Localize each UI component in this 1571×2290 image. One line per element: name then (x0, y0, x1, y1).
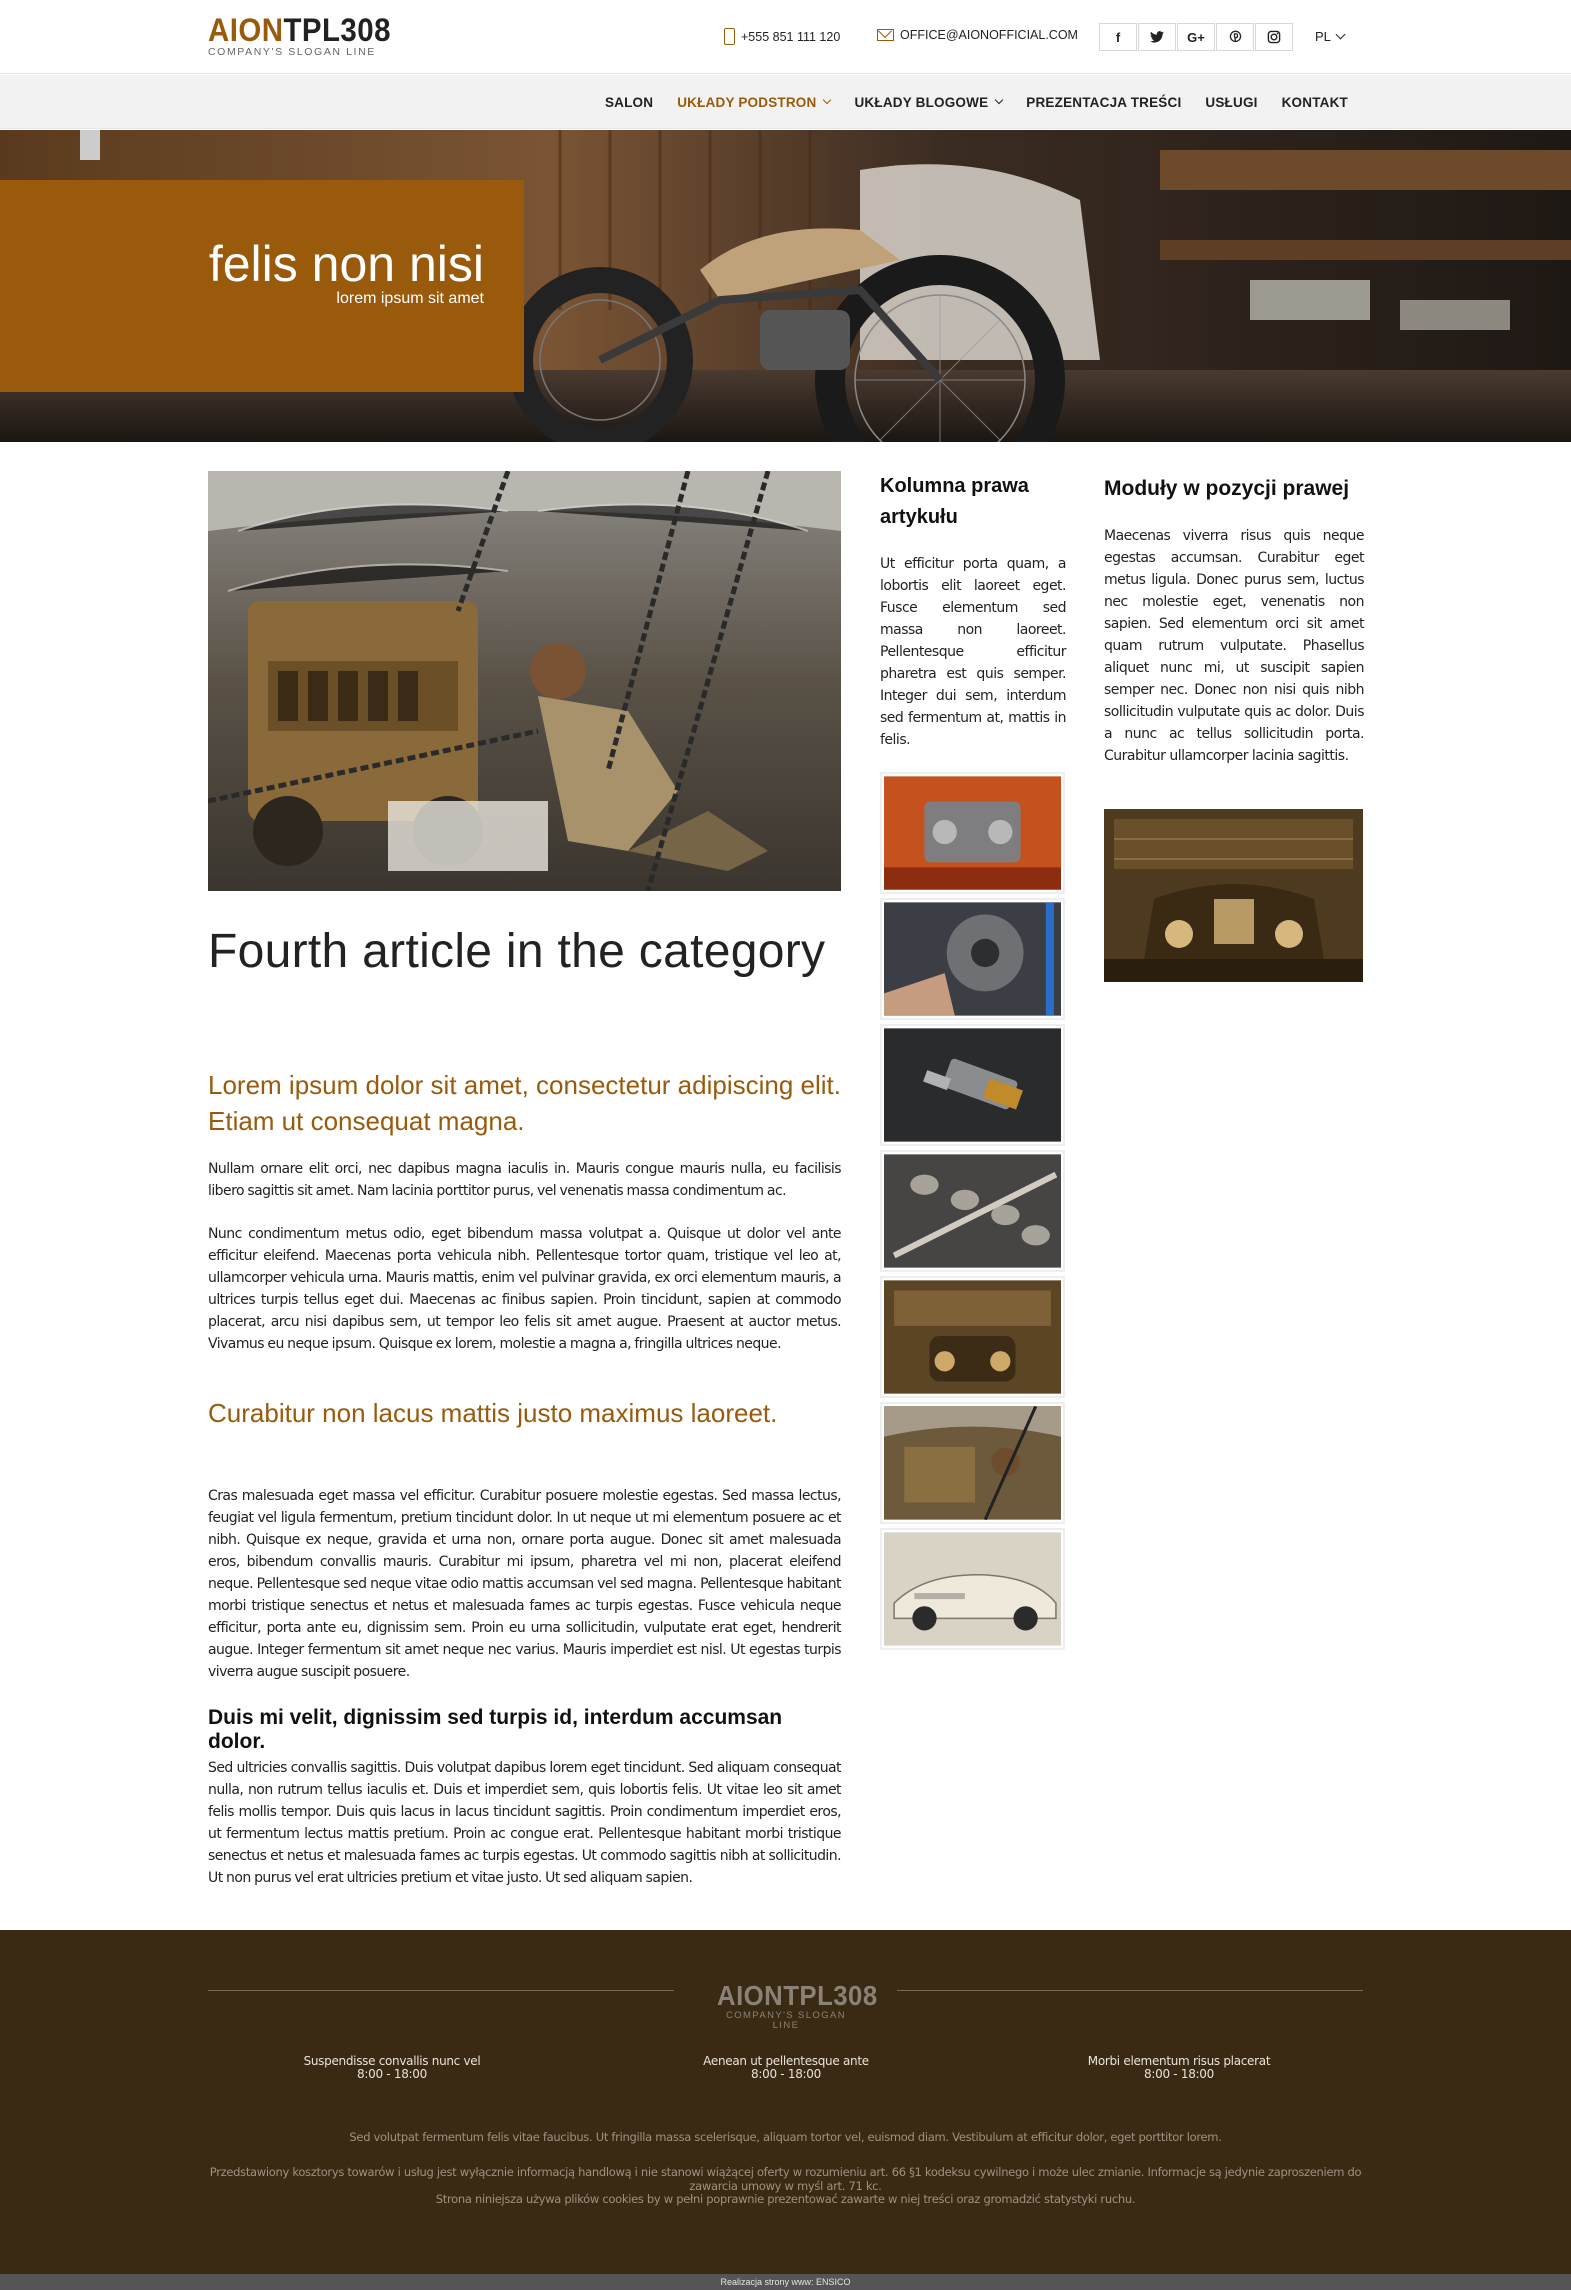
language-selector[interactable] (1315, 29, 1344, 44)
hero-title: felis non nisi (208, 236, 484, 292)
phone-icon (724, 28, 735, 45)
nav-item-uklady-blogowe[interactable]: UKŁADY BLOGOWE (842, 95, 1014, 110)
gallery-thumbnail[interactable] (880, 1276, 1065, 1398)
instagram-icon[interactable] (1255, 23, 1293, 51)
gallery-thumbnail[interactable] (880, 772, 1065, 894)
google-plus-icon[interactable]: G+ (1177, 23, 1215, 51)
email-contact[interactable] (877, 28, 1078, 42)
hero-subtitle: lorem ipsum sit amet (336, 290, 484, 307)
article-paragraph: Nullam ornare elit orci, nec dapibus magna iaculis in. Mauris congue mauris nulla, eu facilisis libero sagittis sit amet. Nam lacinia porttitor purus, vel venenatis massa condimentum ac. (208, 1161, 841, 1199)
envelope-icon (877, 29, 894, 41)
article-title: Fourth article in the category (208, 925, 826, 978)
nav-item-salon[interactable]: SALON (604, 94, 654, 110)
footer-hours-block (1039, 2055, 1319, 2081)
gallery-thumbnail[interactable] (880, 898, 1065, 1020)
phone-number[interactable]: +555 851 111 120 (741, 29, 841, 44)
nav-item-prezentacja-tresci[interactable]: PREZENTACJA TREŚCI (1026, 94, 1182, 110)
gallery-thumbnail[interactable] (880, 1528, 1065, 1650)
language-label: PL (1315, 29, 1331, 44)
gallery-thumbnail[interactable] (880, 1150, 1065, 1272)
column-text: Maecenas viverra risus quis neque egestas accumsan. Curabitur eget metus ligula. Donec purus sem, luctus nec molestie eget, venenatis non sapien. Sed elementum orci sit amet quam rutrum vulputate. Phasellus aliquet nunc mi, ut suscipit sapien semper nec. Donec non nisi quis nibh sollicitudin vulputate quis ac dolor. Duis a nunc ac tellus sollicitudin porta. Curabitur ullamcorper lacinia sagittis. (1104, 528, 1364, 764)
nav-item-uslugi[interactable]: USŁUGI (1205, 94, 1258, 110)
footer-hours-block (646, 2055, 926, 2081)
footer-logo[interactable] (711, 1980, 878, 2031)
footer-text: Sed volutpat fermentum felis vitae faucibus. Ut fringilla massa scelerisque, aliquam tortor vel, euismod diam. Vestibulum at efficitur dolor, eget porttitor lorem. (349, 2130, 1222, 2144)
top-bar (0, 0, 1571, 74)
footer-hours-value: 8:00 - 18:00 (751, 2067, 821, 2081)
footer-hours-label: Morbi elementum risus placerat (1087, 2054, 1271, 2068)
gallery-thumbnail[interactable] (880, 1402, 1065, 1524)
chevron-down-icon (823, 96, 831, 104)
phone-contact[interactable] (724, 28, 840, 45)
footer-hours-block (252, 2055, 532, 2081)
facebook-icon[interactable]: f (1099, 23, 1137, 51)
article-paragraph: Sed ultricies convallis sagittis. Duis volutpat dapibus lorem eget tincidunt. Sed aliquam consequat nulla, non rutrum tellus iaculis et. Duis et imperdiet sem, quis lobortis felis. Ut vitae leo sit amet felis mollis tempor. Duis quis lacus in lacus tincidunt sagittis. Proin condimentum imperdiet eros, ut fermentum lectus mattis pretium. Proin ac congue erat. Pellentesque habitant morbi tristique senectus et netus et malesuada fames ac turpis egestas. Ut commodo sagittis nibh at sollicitudin. Ut non purus vel erat ultricies pretium et vitae justo. Ut sed aliquam sapien. (208, 1760, 841, 1886)
logo-text: AIONTPL308 (208, 12, 391, 48)
main-navigation (0, 75, 1571, 129)
footer-disclaimer: Przedstawiony kosztorys towarów i usług jest wyłącznie informacją handlową i nie stanowi wiążącej oferty w rozumieniu art. 66 §1 kodeksu cywilnego i może ulec zmianie. Informacje są jedynie zaproszeniem do zawarcia umowy w myśl art. 71 kc. (209, 2165, 1362, 2193)
chevron-down-icon (1335, 30, 1345, 40)
footer (0, 1930, 1571, 2274)
footer-hours-value: 8:00 - 18:00 (357, 2067, 427, 2081)
column-title: Kolumna prawa artykułu (880, 475, 1029, 528)
hero-banner (0, 130, 1571, 442)
chevron-down-icon (995, 96, 1003, 104)
hero-caption-band (0, 180, 524, 392)
footer-cookies-note: Strona niniejsza używa plików cookies by w pełni poprawnie prezentować zawarte w niej treści oraz gromadzić statystyki ruchu. (435, 2192, 1136, 2206)
article-image (208, 471, 841, 891)
footer-divider (897, 1990, 1363, 1991)
article-paragraph: Cras malesuada eget massa vel efficitur. Curabitur posuere molestie egestas. Sed massa lectus, feugiat vel ligula fermentum, pretium tincidunt dolor. In ut neque ut mi elementum posuere ac et nibh. Quisque ex neque, gravida et urna non, ornare porta augue. Donec sit amet malesuada eros, bibendum convallis mauris. Curabitur mi ipsum, pharetra vel mi non, placerat eleifend neque. Pellentesque sed neque vitae odio mattis accumsan vel sed magna. Pellentesque habitant morbi tristique senectus et netus et malesuada fames ac turpis egestas. Fusce vehicula neque efficitur, porta ante eu, dignissim sem. Proin eu urna sollicitudin, vulputate erat eget, hendrerit augue. Integer fermentum sit amet neque nec varius. Mauris imperdiet est nisl. Ut egestas turpis viverra augue suscipit posuere. (208, 1488, 841, 1680)
module-image (1104, 809, 1363, 982)
gallery-thumbnail[interactable] (880, 1024, 1065, 1146)
article-subheading: Curabitur non lacus mattis justo maximus laoreet. (208, 1398, 778, 1428)
logo-slogan: COMPANY'S SLOGAN LINE (208, 46, 376, 58)
article-right-column (880, 471, 1066, 751)
credit-link[interactable]: Realizacja strony www: ENSICO (720, 2277, 851, 2287)
gallery-thumbnails (880, 772, 1065, 1654)
footer-divider (208, 1990, 674, 1991)
right-modules-column (1104, 471, 1364, 767)
article-heading: Duis mi velit, dignissim sed turpis id, interdum accumsan dolor. (208, 1706, 783, 1753)
pinterest-icon[interactable] (1216, 23, 1254, 51)
footer-hours-value: 8:00 - 18:00 (1144, 2067, 1214, 2081)
column-title: Moduły w pozycji prawej (1104, 477, 1350, 500)
social-links (1099, 23, 1293, 51)
site-logo[interactable] (208, 14, 407, 58)
nav-item-kontakt[interactable]: KONTAKT (1281, 94, 1348, 110)
email-address[interactable]: OFFICE@AIONOFFICIAL.COM (900, 28, 1078, 42)
footer-hours-label: Suspendisse convallis nunc vel (303, 2054, 481, 2068)
footer-logo-text: AIONTPL308 (717, 1980, 878, 2011)
nav-item-uklady-podstron[interactable]: UKŁADY PODSTRON (665, 95, 842, 110)
footer-logo-slogan: COMPANY'S SLOGAN LINE (725, 2010, 847, 2031)
article-lead: Lorem ipsum dolor sit amet, consectetur adipiscing elit. Etiam ut consequat magna. (208, 1070, 841, 1136)
footer-hours-label: Aenean ut pellentesque ante (703, 2054, 869, 2068)
twitter-icon[interactable] (1138, 23, 1176, 51)
column-text: Ut efficitur porta quam, a lobortis elit laoreet eget. Fusce elementum sed massa non laoreet. Pellentesque efficitur pharetra est quis semper. Integer dui sem, interdum sed fermentum at, mattis in felis. (880, 556, 1066, 748)
credit-bar (0, 2274, 1571, 2290)
article-paragraph: Nunc condimentum metus odio, eget bibendum massa volutpat a. Quisque ut dolor vel ante efficitur eleifend. Maecenas porta vehicula nibh. Pellentesque tortor quam, tristique vel leo at, ullamcorper vehicula urna. Mauris mattis, enim vel pulvinar gravida, ex orci elementum mauris, a ultrices turpis tellus eget dui. Maecenas ac finibus sapien. Proin tincidunt, sapien at commodo placerat, arcu nisi dapibus sem, ut tempor leo felis sit amet augue. Praesent at auctor metus. Vivamus eu neque ipsum. Quisque ex lorem, molestie a magna a, fringilla ultrices neque. (208, 1226, 841, 1352)
